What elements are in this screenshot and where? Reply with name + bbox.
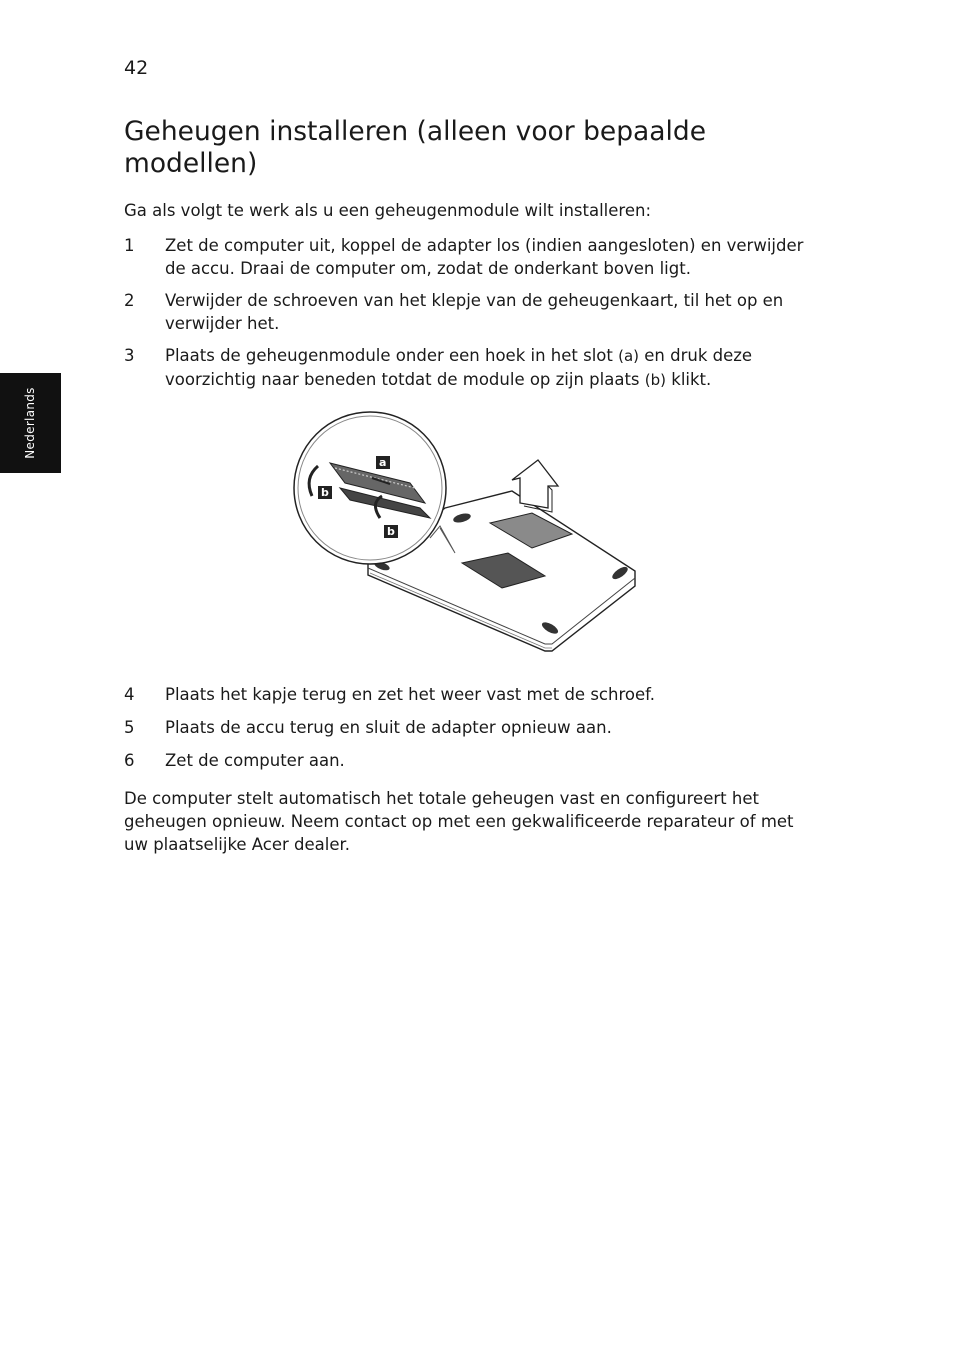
- label-b2: b: [387, 525, 395, 538]
- step-6: [124, 749, 824, 772]
- step-1: [124, 234, 824, 280]
- step-text: Verwijder de schroeven van het klepje van de geheugenkaart, til het op en verwijder het.: [165, 291, 784, 333]
- step-text: Zet de computer uit, koppel de adapter los (indien aangesloten) en verwijder de accu. Draai de computer om, zodat de onderkant boven ligt.: [165, 236, 804, 278]
- conclusion-text: De computer stelt automatisch het totale geheugen vast en configureert het geheugen opnieuw. Neem contact op met een gekwalificeerde reparateur of met uw plaatselijke Acer dealer.: [124, 789, 794, 854]
- step-number: 1: [124, 236, 135, 255]
- step-number: 4: [124, 685, 135, 704]
- step-text-part-3: klikt.: [671, 370, 712, 389]
- step-number: 5: [124, 718, 135, 737]
- steps-list-bottom: [124, 683, 824, 782]
- step-text-part-1: Plaats de geheugenmodule onder een hoek in het slot: [165, 346, 613, 365]
- step-5: [124, 716, 824, 739]
- step-number: 3: [124, 346, 135, 365]
- steps-list-top: [124, 234, 824, 401]
- marker-b: (b): [644, 371, 667, 389]
- label-a: a: [379, 456, 387, 469]
- step-4: [124, 683, 824, 706]
- step-3: [124, 344, 824, 392]
- label-b: b: [321, 486, 329, 499]
- memory-install-illustration: [290, 408, 640, 658]
- step-2: [124, 289, 824, 335]
- marker-a: (a): [618, 347, 640, 365]
- step-text: Plaats de accu terug en sluit de adapter opnieuw aan.: [165, 718, 612, 737]
- step-text: Zet de computer aan.: [165, 751, 345, 770]
- intro-text: Ga als volgt te werk als u een geheugenmodule wilt installeren:: [124, 201, 652, 220]
- step-text-part-2: en druk deze voorzichtig naar beneden totdat de module op zijn plaats: [165, 346, 753, 389]
- step-number: 2: [124, 291, 135, 310]
- laptop-underside-drawing: [290, 408, 640, 658]
- side-tab-label: Nederlands: [23, 387, 37, 459]
- step-text: Plaats het kapje terug en zet het weer vast met de schroef.: [165, 685, 655, 704]
- page-number: 42: [124, 57, 149, 79]
- section-heading: Geheugen installeren (alleen voor bepaalde modellen): [124, 116, 707, 179]
- step-number: 6: [124, 751, 135, 770]
